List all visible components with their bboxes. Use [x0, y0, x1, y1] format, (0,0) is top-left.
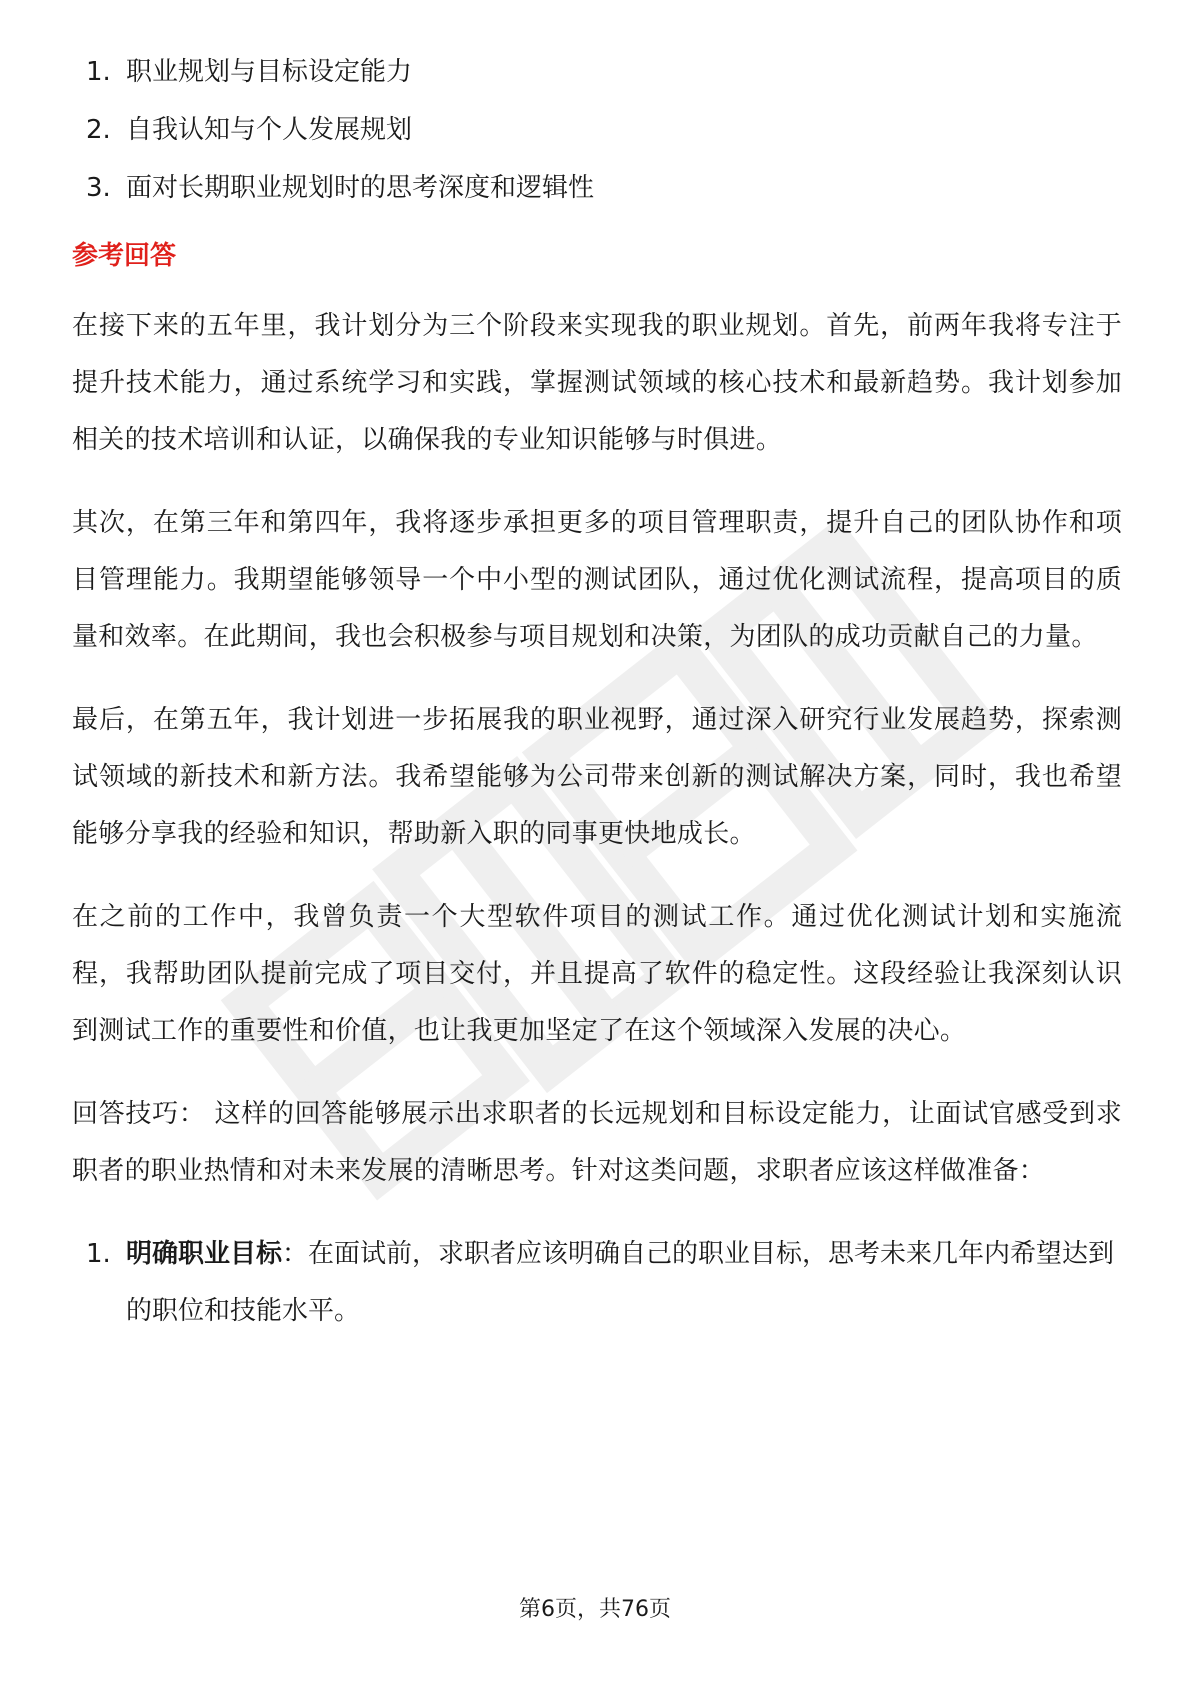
list-item-text: 面对长期职业规划时的思考深度和逻辑性 — [126, 173, 595, 203]
page-footer: 第6页，共76页 — [519, 1597, 671, 1622]
intro-list — [72, 52, 1122, 226]
list-item — [72, 1226, 1122, 1340]
document-content — [72, 52, 1122, 1340]
list-item-text: 职业规划与目标设定能力 — [126, 57, 413, 87]
answer-paragraph-4: 在之前的工作中，我曾负责一个大型软件项目的测试工作。通过优化测试计划和实施流程，我帮助团队提前完成了项目交付，并且提高了软件的稳定性。这段经验让我深刻认识到测试工作的重要性和价值，也让我更加坚定了在这个领域深入发展的决心。 — [72, 902, 1122, 1046]
list-item — [72, 168, 1122, 226]
list-item-text: ：在面试前，求职者应该明确自己的职业目标，思考未来几年内希望达到的职位和技能水平。 — [126, 1239, 1115, 1326]
list-item-number: 1. — [86, 1239, 111, 1269]
list-item-number: 3. — [86, 173, 111, 203]
list-item-body — [126, 1226, 1122, 1340]
answer-tips-paragraph: 回答技巧： 这样的回答能够展示出求职者的长远规划和目标设定能力，让面试官感受到求职者的职业热情和对未来发展的清晰思考。针对这类问题，求职者应该这样做准备： — [72, 1099, 1122, 1186]
list-item — [72, 110, 1122, 168]
answer-paragraph-3: 最后，在第五年，我计划进一步拓展我的职业视野，通过深入研究行业发展趋势，探索测试领域的新技术和新方法。我希望能够为公司带来创新的测试解决方案，同时，我也希望能够分享我的经验和知识，帮助新入职的同事更快地成长。 — [72, 705, 1122, 849]
reference-answer-heading: 参考回答 — [72, 241, 177, 271]
answer-paragraph-2: 其次，在第三年和第四年，我将逐步承担更多的项目管理职责，提升自己的团队协作和项目管理能力。我期望能够领导一个中小型的测试团队，通过优化测试流程，提高项目的质量和效率。在此期间，我也会积极参与项目规划和决策，为团队的成功贡献自己的力量。 — [72, 508, 1122, 652]
list-item-text: 自我认知与个人发展规划 — [126, 115, 413, 145]
tips-list — [72, 1226, 1122, 1340]
list-item — [72, 52, 1122, 110]
list-item-number: 2. — [86, 115, 111, 145]
answer-paragraph-1: 在接下来的五年里，我计划分为三个阶段来实现我的职业规划。首先，前两年我将专注于提升技术能力，通过系统学习和实践，掌握测试领域的核心技术和最新趋势。我计划参加相关的技术培训和认证，以确保我的专业知识能够与时俱进。 — [72, 311, 1122, 455]
list-item-title: 明确职业目标 — [126, 1239, 283, 1269]
list-item-number: 1. — [86, 57, 111, 87]
